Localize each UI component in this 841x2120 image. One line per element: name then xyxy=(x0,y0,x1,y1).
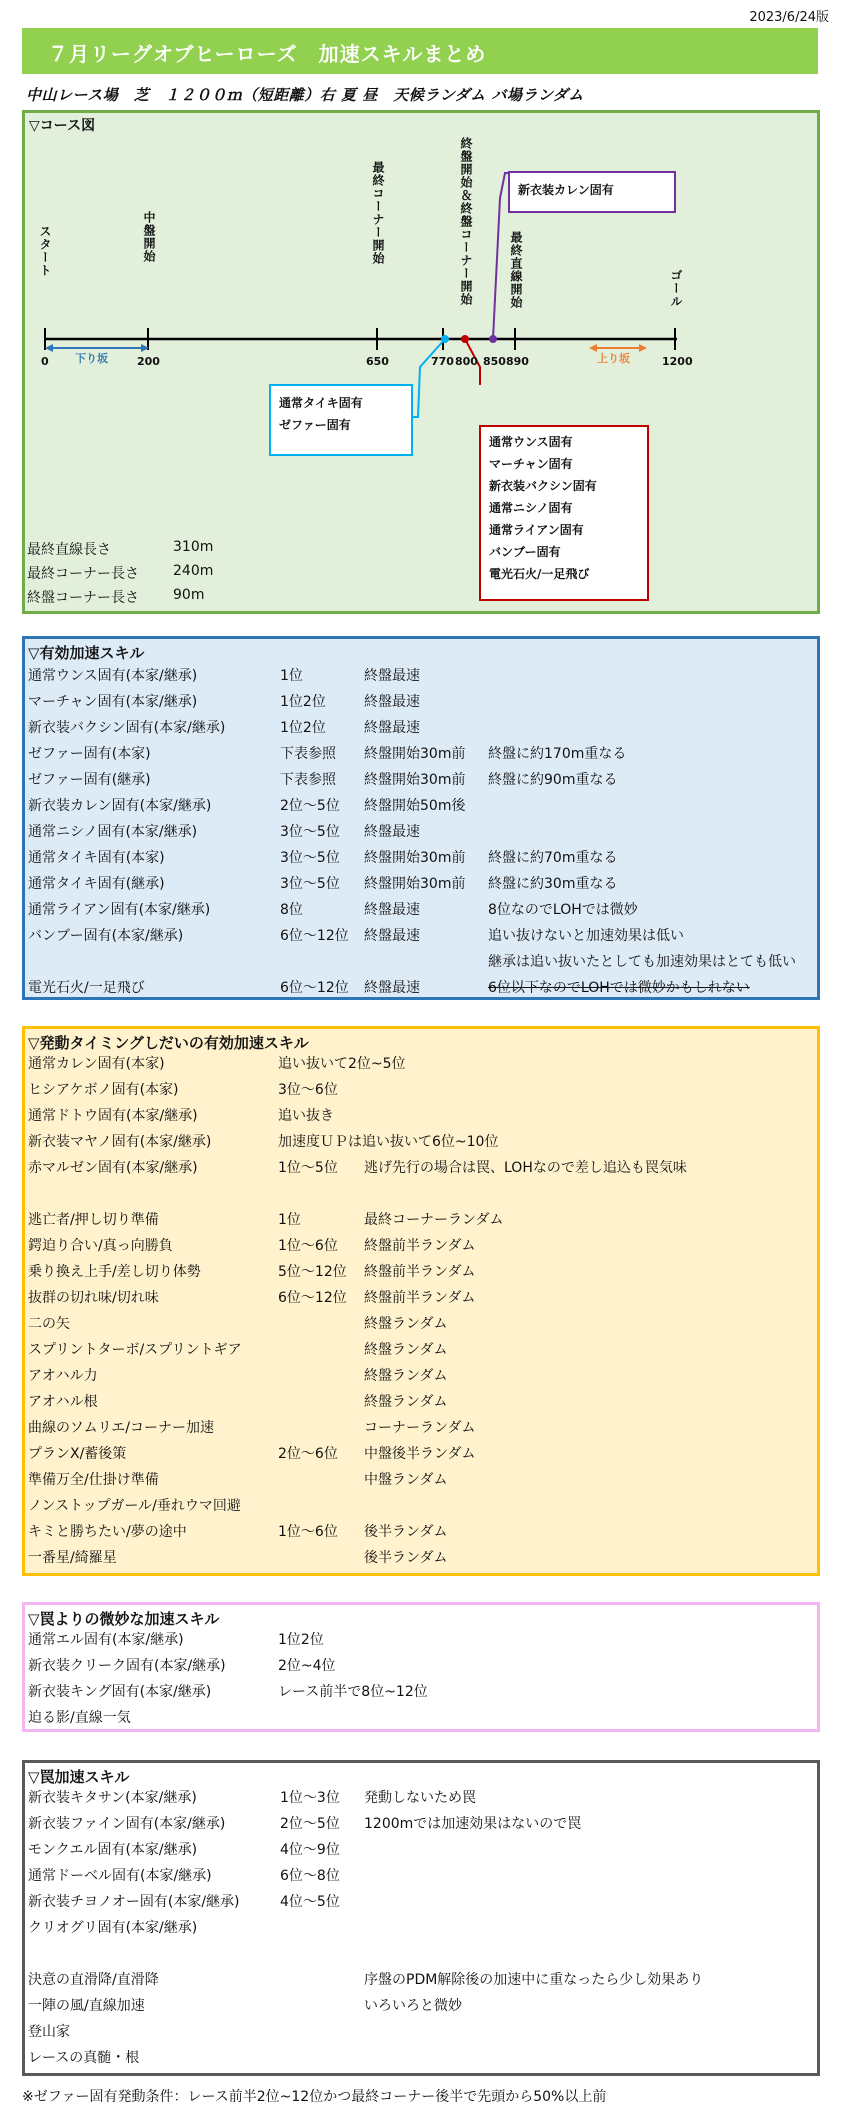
uphill-arrow-right-head xyxy=(639,344,647,352)
skill-rank: 追い抜いて2位~5位 xyxy=(278,1056,406,1072)
marker-start: スタート xyxy=(38,225,52,277)
stat-label: 終盤コーナー長さ xyxy=(27,590,139,606)
skill-note: 終盤に約70m重なる xyxy=(488,850,618,866)
trap-skills-panel xyxy=(22,1760,820,2076)
page-title: ７月リーグオブヒーローズ 加速スキルまとめ xyxy=(48,42,487,66)
karen-point xyxy=(489,335,497,343)
skill-rank: 下表参照 xyxy=(280,772,336,788)
skill-note: 終盤に約30m重なる xyxy=(488,876,618,892)
skill-name: 新衣装マヤノ固有(本家/継承) xyxy=(28,1134,212,1150)
skill-rank: 1位 xyxy=(280,668,303,684)
skill-name: 通常カレン固有(本家) xyxy=(28,1056,165,1072)
skill-note: 8位なのでLOHでは微妙 xyxy=(488,902,638,918)
tick-label-1200: 1200 xyxy=(662,355,693,368)
callout-800-item: 通常ウンス固有 xyxy=(489,435,573,449)
skill-timing: 終盤最速 xyxy=(364,824,420,840)
skill-rank: レース前半で8位~12位 xyxy=(278,1684,428,1700)
skill-timing: 逃げ先行の場合は罠、LOHなので差し追込も罠気味 xyxy=(364,1160,687,1176)
skill-timing: 終盤最速 xyxy=(364,668,420,684)
skill-rank: 加速度ＵＰは追い抜いて6位~10位 xyxy=(278,1134,499,1150)
skill-note: 継承は追い抜いたとしても加速効果はとても低い xyxy=(488,954,796,970)
stat-label: 最終直線長さ xyxy=(27,542,111,558)
tick-label-800: 800 xyxy=(455,355,478,368)
skill-name: マーチャン固有(本家/継承) xyxy=(28,694,198,710)
skill-name: 準備万全/仕掛け準備 xyxy=(28,1472,159,1488)
skill-timing: 終盤前半ランダム xyxy=(364,1264,476,1280)
skill-timing: 終盤開始50m後 xyxy=(364,798,466,814)
skill-name: 逃亡者/押し切り準備 xyxy=(28,1212,159,1228)
trap-skills-title: ▽罠加速スキル xyxy=(28,1768,130,1786)
marker-final-corner: 最終コーナー開始 xyxy=(371,161,385,265)
subtle-skills-panel xyxy=(22,1602,820,1732)
skill-name: 通常エル固有(本家/継承) xyxy=(28,1632,184,1648)
skill-rank: 下表参照 xyxy=(280,746,336,762)
skill-name: 通常ライアン固有(本家/継承) xyxy=(28,902,211,918)
skill-timing: 終盤最速 xyxy=(364,928,420,944)
skill-rank: 6位～12位 xyxy=(278,1290,347,1306)
callout-taiki xyxy=(269,384,413,456)
timing-skills-title: ▽発動タイミングしだいの有効加速スキル xyxy=(28,1034,309,1052)
skill-rank: 8位 xyxy=(280,902,303,918)
course-diagram-title: ▽コース図 xyxy=(29,118,96,134)
skill-note: いろいろと微妙 xyxy=(364,1998,462,2014)
skill-timing: 終盤ランダム xyxy=(364,1368,448,1384)
skill-rank: 6位～8位 xyxy=(280,1868,340,1884)
skill-name: 一番星/綺羅星 xyxy=(28,1550,117,1566)
skill-name: ヒシアケボノ固有(本家) xyxy=(28,1082,179,1098)
marker-end-corner: 終盤開始＆終盤コーナー開始 xyxy=(459,137,473,306)
skill-note-struck: 6位以下なのでLOHでは微妙かもしれない xyxy=(488,980,750,996)
skill-timing: 終盤開始30m前 xyxy=(364,746,466,762)
skill-name: レースの真髄・根 xyxy=(28,2050,140,2066)
skill-name: ゼファー固有(継承) xyxy=(28,772,151,788)
callout-800-item: 電光石火/一足飛び xyxy=(489,567,590,581)
skill-name: 新衣装クリーク固有(本家/継承) xyxy=(28,1658,226,1674)
skill-rank: 2位～6位 xyxy=(278,1446,338,1462)
tick-label-200: 200 xyxy=(137,355,160,368)
marker-mid-start: 中盤開始 xyxy=(142,211,156,263)
skill-name: 通常ウンス固有(本家/継承) xyxy=(28,668,198,684)
skill-timing: 終盤ランダム xyxy=(364,1342,448,1358)
skill-name: 新衣装カレン固有(本家/継承) xyxy=(28,798,212,814)
skill-timing: 終盤前半ランダム xyxy=(364,1238,476,1254)
skill-timing: 最終コーナーランダム xyxy=(364,1212,504,1228)
skill-rank: 4位～5位 xyxy=(280,1894,340,1910)
skill-name: 新衣装キタサン(本家/継承) xyxy=(28,1790,197,1806)
tick-label-890: 890 xyxy=(506,355,529,368)
skill-name: 新衣装キング固有(本家/継承) xyxy=(28,1684,212,1700)
skill-timing: 後半ランダム xyxy=(364,1524,448,1540)
red-point xyxy=(461,335,469,343)
callout-karen-label: 新衣装カレン固有 xyxy=(518,183,614,197)
callout-800 xyxy=(479,425,649,601)
skill-name: プランX/蓄後策 xyxy=(28,1446,127,1462)
skill-name: 決意の直滑降/直滑降 xyxy=(28,1972,159,1988)
skill-timing: 終盤最速 xyxy=(364,720,420,736)
skill-name: ノンストップガール/垂れウマ回避 xyxy=(28,1498,241,1514)
skill-rank: 6位～12位 xyxy=(280,928,349,944)
skill-name: 抜群の切れ味/切れ味 xyxy=(28,1290,159,1306)
skill-name: スプリントターボ/スプリントギア xyxy=(28,1342,242,1358)
timing-skills-panel xyxy=(22,1026,820,1576)
skill-name: モンクエル固有(本家/継承) xyxy=(28,1842,198,1858)
skill-note: 追い抜けないと加速効果は低い xyxy=(488,928,684,944)
skill-timing: 終盤最速 xyxy=(364,694,420,710)
subtle-skills-title: ▽罠よりの微妙な加速スキル xyxy=(28,1610,220,1628)
skill-timing: 後半ランダム xyxy=(364,1550,448,1566)
skill-name: 新衣装チヨノオー固有(本家/継承) xyxy=(28,1894,240,1910)
skill-rank: 追い抜き xyxy=(278,1108,334,1124)
skill-name: 電光石火/一足飛び xyxy=(28,980,145,996)
skill-name: 乗り換え上手/差し切り体勢 xyxy=(28,1264,201,1280)
callout-800-item: 新衣装バクシン固有 xyxy=(489,479,597,493)
skill-name: アオハル力 xyxy=(28,1368,98,1384)
skill-timing: 中盤後半ランダム xyxy=(364,1446,476,1462)
callout-800-item: 通常ニシノ固有 xyxy=(489,501,573,515)
skill-rank: 1位～6位 xyxy=(278,1524,338,1540)
skill-rank: 1位2位 xyxy=(280,694,326,710)
skill-rank: 3位～5位 xyxy=(280,850,340,866)
skill-rank: 4位～9位 xyxy=(280,1842,340,1858)
skill-note: 終盤に約170m重なる xyxy=(488,746,627,762)
marker-goal: ゴール xyxy=(669,269,683,308)
skill-name: 通常ドーベル固有(本家/継承) xyxy=(28,1868,212,1884)
callout-karen xyxy=(508,171,676,213)
skill-timing: 終盤最速 xyxy=(364,902,420,918)
skill-timing: 終盤ランダム xyxy=(364,1316,448,1332)
skill-rank: 1位2位 xyxy=(278,1632,324,1648)
skill-rank: 3位～5位 xyxy=(280,876,340,892)
uphill-arrow-left-head xyxy=(589,344,597,352)
skill-timing: 終盤前半ランダム xyxy=(364,1290,476,1306)
tick-label-770: 770 xyxy=(431,355,454,368)
downhill-label: 下り坂 xyxy=(75,352,108,365)
skill-name: 鍔迫り合い/真っ向勝負 xyxy=(28,1238,173,1254)
skill-note: 終盤に約90m重なる xyxy=(488,772,618,788)
skill-rank: 2位～5位 xyxy=(280,1816,340,1832)
skill-name: 二の矢 xyxy=(28,1316,70,1332)
skill-timing: 終盤最速 xyxy=(364,980,420,996)
skill-rank: 1位 xyxy=(278,1212,301,1228)
callout-800-item: バンブー固有 xyxy=(489,545,561,559)
skill-name: 通常ドトウ固有(本家/継承) xyxy=(28,1108,198,1124)
skill-name: 一陣の風/直線加速 xyxy=(28,1998,145,2014)
skill-name: 赤マルゼン固有(本家/継承) xyxy=(28,1160,198,1176)
skill-name: クリオグリ固有(本家/継承) xyxy=(28,1920,198,1936)
skill-rank: 5位～12位 xyxy=(278,1264,347,1280)
skill-rank: 1位2位 xyxy=(280,720,326,736)
stat-label: 最終コーナー長さ xyxy=(27,566,139,582)
tick-label-0: 0 xyxy=(41,355,49,368)
effective-skills-title: ▽有効加速スキル xyxy=(28,644,145,662)
taiki-point xyxy=(441,335,449,343)
version-date: 2023/6/24版 xyxy=(749,10,829,25)
marker-final-straight: 最終直線開始 xyxy=(509,231,523,309)
skill-timing: コーナーランダム xyxy=(364,1420,476,1436)
skill-timing: 終盤開始30m前 xyxy=(364,876,466,892)
tick-label-850: 850 xyxy=(483,355,506,368)
skill-name: ゼファー固有(本家) xyxy=(28,746,151,762)
skill-rank: 2位~4位 xyxy=(278,1658,336,1674)
skill-timing: 終盤ランダム xyxy=(364,1394,448,1410)
callout-800-item: マーチャン固有 xyxy=(489,457,573,471)
skill-rank: 1位～3位 xyxy=(280,1790,340,1806)
skill-name: 登山家 xyxy=(28,2024,70,2040)
skill-timing: 終盤開始30m前 xyxy=(364,772,466,788)
skill-rank: 3位～6位 xyxy=(278,1082,338,1098)
skill-rank: 2位～5位 xyxy=(280,798,340,814)
skill-timing: 終盤開始30m前 xyxy=(364,850,466,866)
skill-note: 1200mでは加速効果はないので罠 xyxy=(364,1816,582,1832)
skill-name: 通常タイキ固有(継承) xyxy=(28,876,165,892)
skill-rank: 6位～12位 xyxy=(280,980,349,996)
skill-name: 通常タイキ固有(本家) xyxy=(28,850,165,866)
stat-value: 240m xyxy=(173,563,214,579)
callout-taiki-item: 通常タイキ固有 xyxy=(279,396,363,410)
skill-note: 発動しないため罠 xyxy=(364,1790,476,1806)
skill-name: アオハル根 xyxy=(28,1394,98,1410)
taiki-connector xyxy=(410,339,445,417)
skill-rank: 3位～5位 xyxy=(280,824,340,840)
effective-skills-panel xyxy=(22,636,820,1000)
skill-name: 迫る影/直線一気 xyxy=(28,1710,131,1726)
title-banner xyxy=(22,28,818,74)
skill-note: 序盤のPDM解除後の加速中に重なったら少し効果あり xyxy=(364,1972,704,1988)
stat-value: 90m xyxy=(173,587,205,603)
skill-name: 新衣装ファイン固有(本家/継承) xyxy=(28,1816,226,1832)
downhill-arrow-left-head xyxy=(45,344,53,352)
race-conditions: 中山レース場 芝 １２００ｍ（短距離）右 夏 昼 天候ランダム バ場ランダム xyxy=(26,86,584,104)
footnote: ※ゼファー固有発動条件：レース前半2位~12位かつ最終コーナー後半で先頭から50%以上前 xyxy=(22,2089,607,2105)
tick-label-650: 650 xyxy=(366,355,389,368)
skill-name: キミと勝ちたい/夢の途中 xyxy=(28,1524,187,1540)
skill-name: バンブー固有(本家/継承) xyxy=(28,928,184,944)
callout-800-item: 通常ライアン固有 xyxy=(489,523,584,537)
skill-timing: 中盤ランダム xyxy=(364,1472,448,1488)
skill-name: 通常ニシノ固有(本家/継承) xyxy=(28,824,198,840)
skill-rank: 1位～6位 xyxy=(278,1238,338,1254)
course-diagram-panel xyxy=(22,110,820,614)
skill-rank: 1位～5位 xyxy=(278,1160,338,1176)
skill-name: 曲線のソムリエ/コーナー加速 xyxy=(28,1420,215,1436)
uphill-label: 上り坂 xyxy=(597,352,630,365)
skill-name: 新衣装バクシン固有(本家/継承) xyxy=(28,720,226,736)
callout-taiki-item: ゼファー固有 xyxy=(279,418,351,432)
stat-value: 310m xyxy=(173,539,214,555)
